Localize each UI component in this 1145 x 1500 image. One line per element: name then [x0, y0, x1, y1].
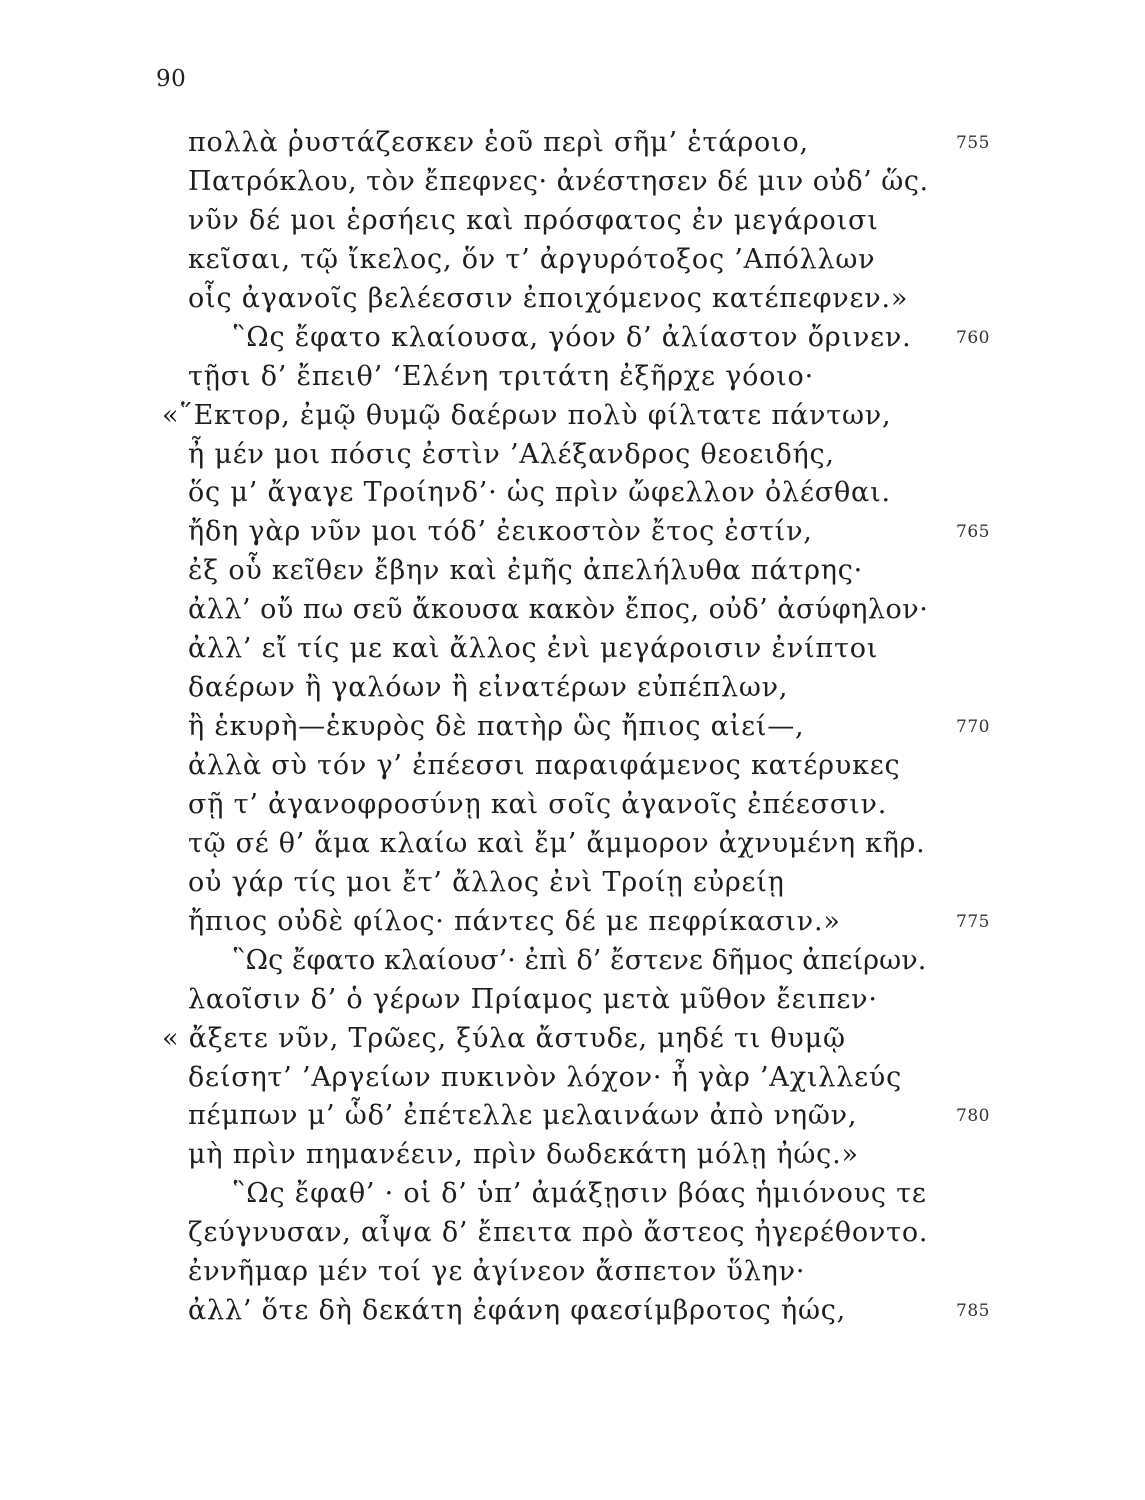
- verse-line: [0, 981, 1145, 1020]
- verse-text: ἀλλ’ εἴ τίς με καὶ ἄλλος ἐνὶ μεγάροισιν ἐνίπτοι: [188, 633, 879, 665]
- verse-text: οὐ γάρ τίς μοι ἔτ’ ἄλλος ἐνὶ Τροίῃ εὐρείῃ: [188, 866, 785, 898]
- verse-line: [0, 280, 1145, 319]
- verse-line: [0, 474, 1145, 513]
- verse-line: [0, 163, 1145, 202]
- verse-text: « ἄξετε νῦν, Τρῶες, ξύλα ἄστυδε, μηδέ τι θυμῷ: [162, 1022, 846, 1054]
- verse-text: ἀλλ’ ὅτε δὴ δεκάτη ἐφάνη φαεσίμβροτος ἠώς,: [188, 1295, 847, 1327]
- verse-line: [0, 864, 1145, 903]
- verse-text: ἦ μέν μοι πόσις ἐστὶν ’Αλέξανδρος θεοειδής,: [188, 438, 835, 470]
- verse-text: ῝Ως ἔφατο κλαίουσα, γόον δ’ ἀλίαστον ὄρινεν.: [232, 321, 912, 353]
- verse-text: πέμπων μ’ ὧδ’ ἐπέτελλε μελαινάων ἀπὸ νηῶν,: [188, 1100, 858, 1132]
- verse-line: [0, 786, 1145, 825]
- verse-text: ζεύγνυσαν, αἶψα δ’ ἔπειτα πρὸ ἄστεος ἠγερέθοντο.: [188, 1217, 929, 1249]
- verse-text: «῞Εκτορ, ἐμῷ θυμῷ δαέρων πολὺ φίλτατε πάντων,: [162, 399, 892, 431]
- verse-line: [0, 513, 1145, 552]
- verse-text: ἐξ οὗ κεῖθεν ἔβην καὶ ἐμῆς ἀπελήλυθα πάτρης·: [188, 555, 864, 587]
- verse-text: λαοῖσιν δ’ ὁ γέρων Πρίαμος μετὰ μῦθον ἔειπεν·: [188, 983, 878, 1015]
- verse-line: [0, 1020, 1145, 1059]
- verse-line: [0, 397, 1145, 436]
- verse-number: 765: [956, 522, 990, 543]
- verse-line: [0, 552, 1145, 591]
- verse-line: [0, 942, 1145, 981]
- verse-line: [0, 1214, 1145, 1253]
- verse-text: ἢ ἑκυρὴ—ἑκυρὸς δὲ πατὴρ ὣς ἤπιος αἰεί—,: [188, 711, 805, 743]
- verse-line: [0, 1253, 1145, 1292]
- verse-line: [0, 202, 1145, 241]
- verse-number: 760: [956, 327, 990, 348]
- verse-text: Πατρόκλου, τὸν ἔπεφνες· ἀνέστησεν δέ μιν οὐδ’ ὥς.: [188, 165, 929, 197]
- verse-line: [0, 319, 1145, 358]
- verse-text: πολλὰ ῥυστάζεσκεν ἑοῦ περὶ σῆμ’ ἑτάροιο,: [188, 127, 809, 158]
- verse-line: [0, 747, 1145, 786]
- verse-text: ῝Ως ἔφαθ’ · οἱ δ’ ὑπ’ ἀμάξῃσιν βόας ἡμιόνους τε: [232, 1178, 927, 1210]
- verse-line: [0, 1059, 1145, 1098]
- page-number: 90: [156, 66, 187, 92]
- verse-number: 770: [956, 717, 990, 738]
- verse-number: 775: [956, 911, 990, 932]
- verse-text: μὴ πρὶν πημανέειν, πρὶν δωδεκάτη μόλῃ ἠώς.»: [188, 1139, 859, 1171]
- verse-line: [0, 708, 1145, 747]
- verse-text: ἤπιος οὐδὲ φίλος· πάντες δέ με πεφρίκασιν.»: [188, 905, 841, 937]
- verse-text: ἀλλὰ σὺ τόν γ’ ἐπέεσσι παραιφάμενος κατέρυκες: [188, 750, 901, 781]
- verse-line: [0, 591, 1145, 630]
- verse-text: ῝Ως ἔφατο κλαίουσ’· ἐπὶ δ’ ἔστενε δῆμος ἀπείρων.: [232, 944, 927, 976]
- verse-text: δείσητ’ ’Αργείων πυκινὸν λόχον· ἦ γὰρ ’Αχιλλεύς: [188, 1061, 903, 1093]
- verse-text: ἤδη γὰρ νῦν μοι τόδ’ ἐεικοστὸν ἔτος ἐστίν,: [188, 516, 813, 548]
- verse-block: [0, 124, 1145, 1331]
- verse-line: [0, 436, 1145, 475]
- verse-text: τῷ σέ θ’ ἅμα κλαίω καὶ ἔμ’ ἄμμορον ἀχνυμένη κῆρ.: [188, 827, 926, 859]
- verse-line: [0, 241, 1145, 280]
- verse-text: σῇ τ’ ἀγανοφροσύνῃ καὶ σοῖς ἀγανοῖς ἐπέεσσιν.: [188, 788, 888, 820]
- verse-line: [0, 1136, 1145, 1175]
- verse-line: [0, 825, 1145, 864]
- verse-text: νῦν δέ μοι ἑρσήεις καὶ πρόσφατος ἐν μεγάροισι: [188, 204, 879, 236]
- verse-text: ἐννῆμαρ μέν τοί γε ἀγίνεον ἄσπετον ὕλην·: [188, 1256, 806, 1288]
- verse-number: 780: [956, 1106, 990, 1127]
- verse-line: [0, 124, 1145, 163]
- verse-text: κεῖσαι, τῷ ἴκελος, ὅν τ’ ἀργυρότοξος ’Απόλλων: [188, 243, 876, 275]
- verse-line: [0, 1292, 1145, 1331]
- verse-line: [0, 903, 1145, 942]
- verse-number: 755: [956, 133, 990, 153]
- verse-line: [0, 1097, 1145, 1136]
- verse-line: [0, 669, 1145, 708]
- verse-line: [0, 358, 1145, 397]
- verse-number: 785: [956, 1301, 990, 1322]
- verse-text: τῇσι δ’ ἔπειθ’ ‘Ελένη τριτάτη ἐξῆρχε γόοιο·: [188, 360, 815, 392]
- verse-text: ὅς μ’ ἄγαγε Τροίηνδ’· ὡς πρὶν ὤφελλον ὀλέσθαι.: [188, 477, 891, 509]
- verse-line: [0, 1175, 1145, 1214]
- verse-line: [0, 630, 1145, 669]
- verse-text: ἀλλ’ οὔ πω σεῦ ἄκουσα κακὸν ἔπος, οὐδ’ ἀσύφηλον·: [188, 594, 929, 626]
- verse-text: δαέρων ἢ γαλόων ἢ εἰνατέρων εὐπέπλων,: [188, 672, 789, 704]
- verse-text: οἷς ἀγανοῖς βελέεσσιν ἐποιχόμενος κατέπεφνεν.»: [188, 282, 909, 314]
